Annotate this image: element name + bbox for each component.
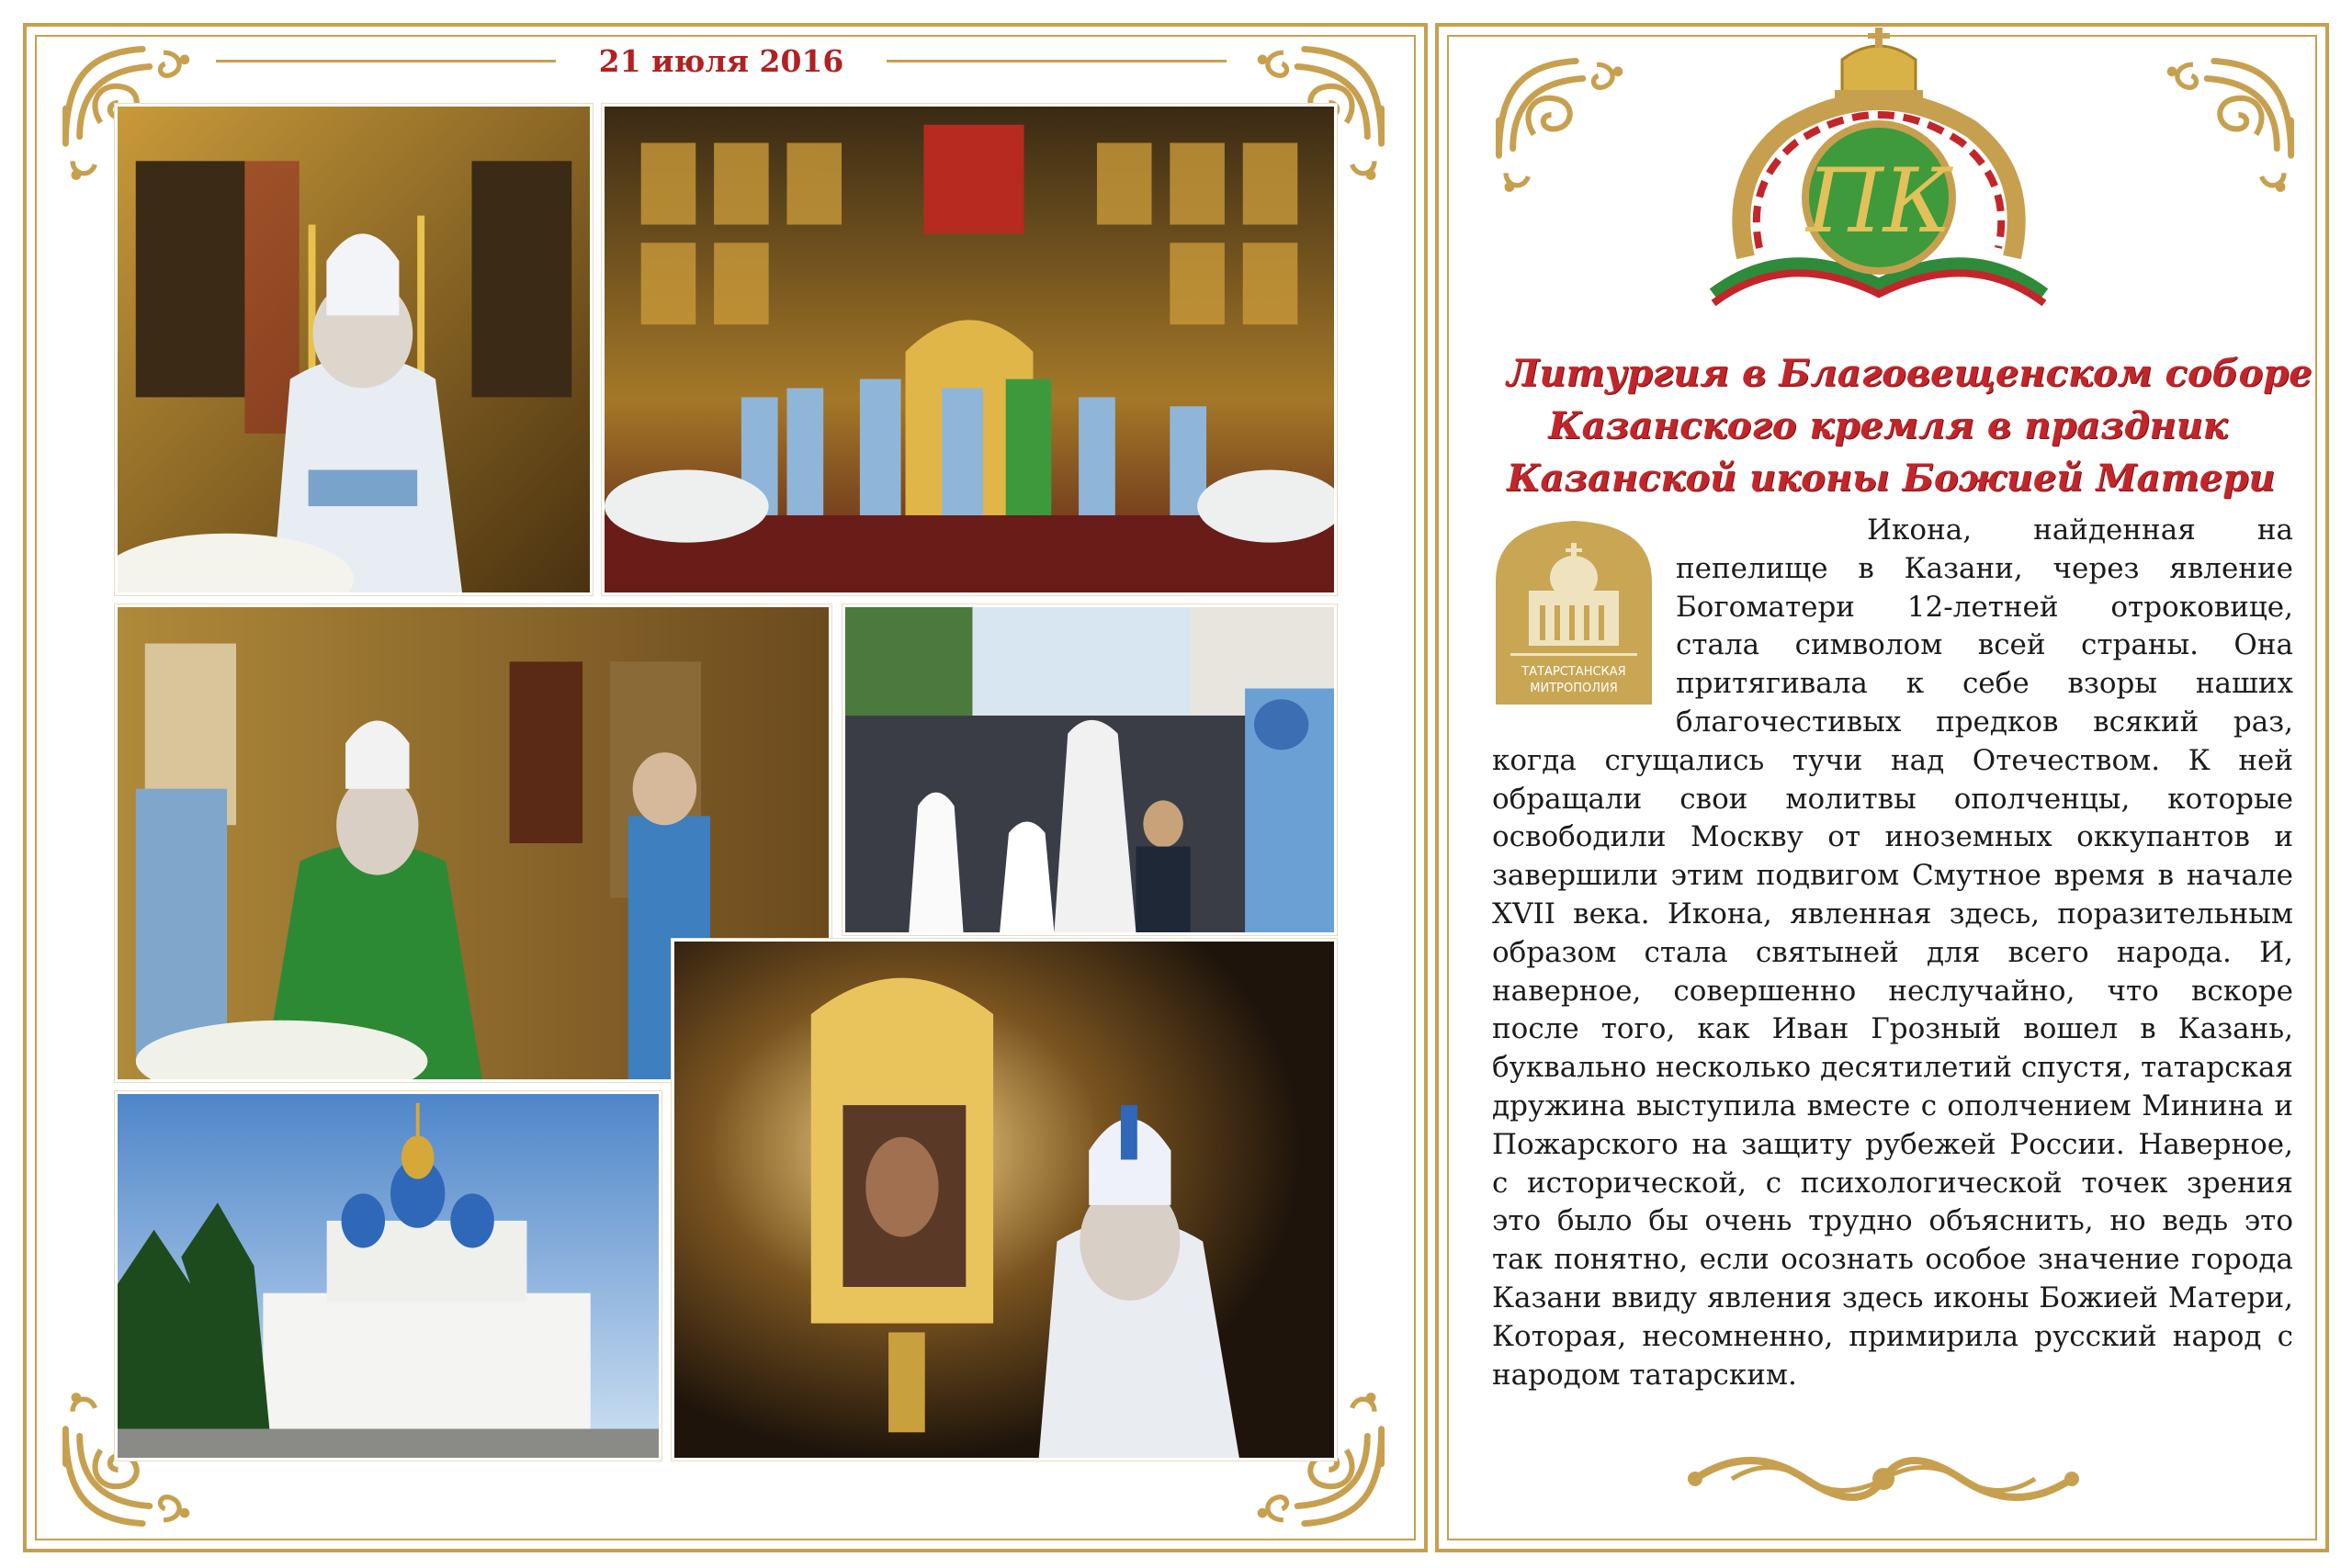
corner-ornament-right-top-right [2141,51,2315,197]
article-title [1507,347,2312,504]
svg-text:ПК: ПК [1805,150,1952,253]
date-label: 21 июля 2016 [556,37,887,86]
patriarch-with-candles-photo [115,104,593,595]
title-line-3: Казанской иконы Божией Матери [1507,457,2276,500]
bottom-ornament [1677,1442,2090,1516]
corner-ornament-right-top-left [1475,51,1649,197]
annunciation-cathedral-photo [115,1091,662,1461]
patriarch-with-kazan-icon-photo [672,939,1337,1461]
date-divider-left [216,60,556,62]
logo-line-1: ТАТАРСТАНСКАЯ [1521,665,1626,679]
title-line-1: Литургия в Благовещенском соборе [1507,352,2312,395]
iconostasis-liturgy-photo [602,104,1337,595]
logo-line-2: МИТРОПОЛИЯ [1530,682,1618,695]
article-paragraph: Икона, найденная на пепелище в Казани, через явление Богоматери 12-летней отроковице, стала символом всей страны. Она притягивала к себе взоры наших благочестивых предков всякий раз, когда сгущались тучи над Отечеством. К ней обращали свои молитвы ополченцы, которые освободили Москву от иноземных оккупантов и завершили этим подвигом Смутное время в начале XVII века. Икона, явленная здесь, поразительным образом стала святыней для всего народа. И, наверное, совершенно неслучайно, что вскоре после того, как Иван Грозный вошел в Казань, буквально несколько десятилетий спустя, татарская дружина выступила вместе с ополчением Минина и Пожарского на защиту рубежей России. Наверное, с исторической, с психологической точек зрения это было бы очень трудно объяснить, но ведь это так понятно, если осознать особое значение города Казани ввиду явления здесь иконы Божией Матери, Которая, несомненно, примирила русский народ с народом татарским. [1492,513,2293,1392]
date-divider-right [887,60,1227,62]
patriarch-with-children-photo [842,604,1337,935]
patriarchal-emblem [1677,28,2081,321]
title-line-2: Казанского кремля в праздник [1548,404,2228,447]
article-body [1492,512,2293,1394]
tatarstan-metropolis-logo [1492,517,1656,708]
